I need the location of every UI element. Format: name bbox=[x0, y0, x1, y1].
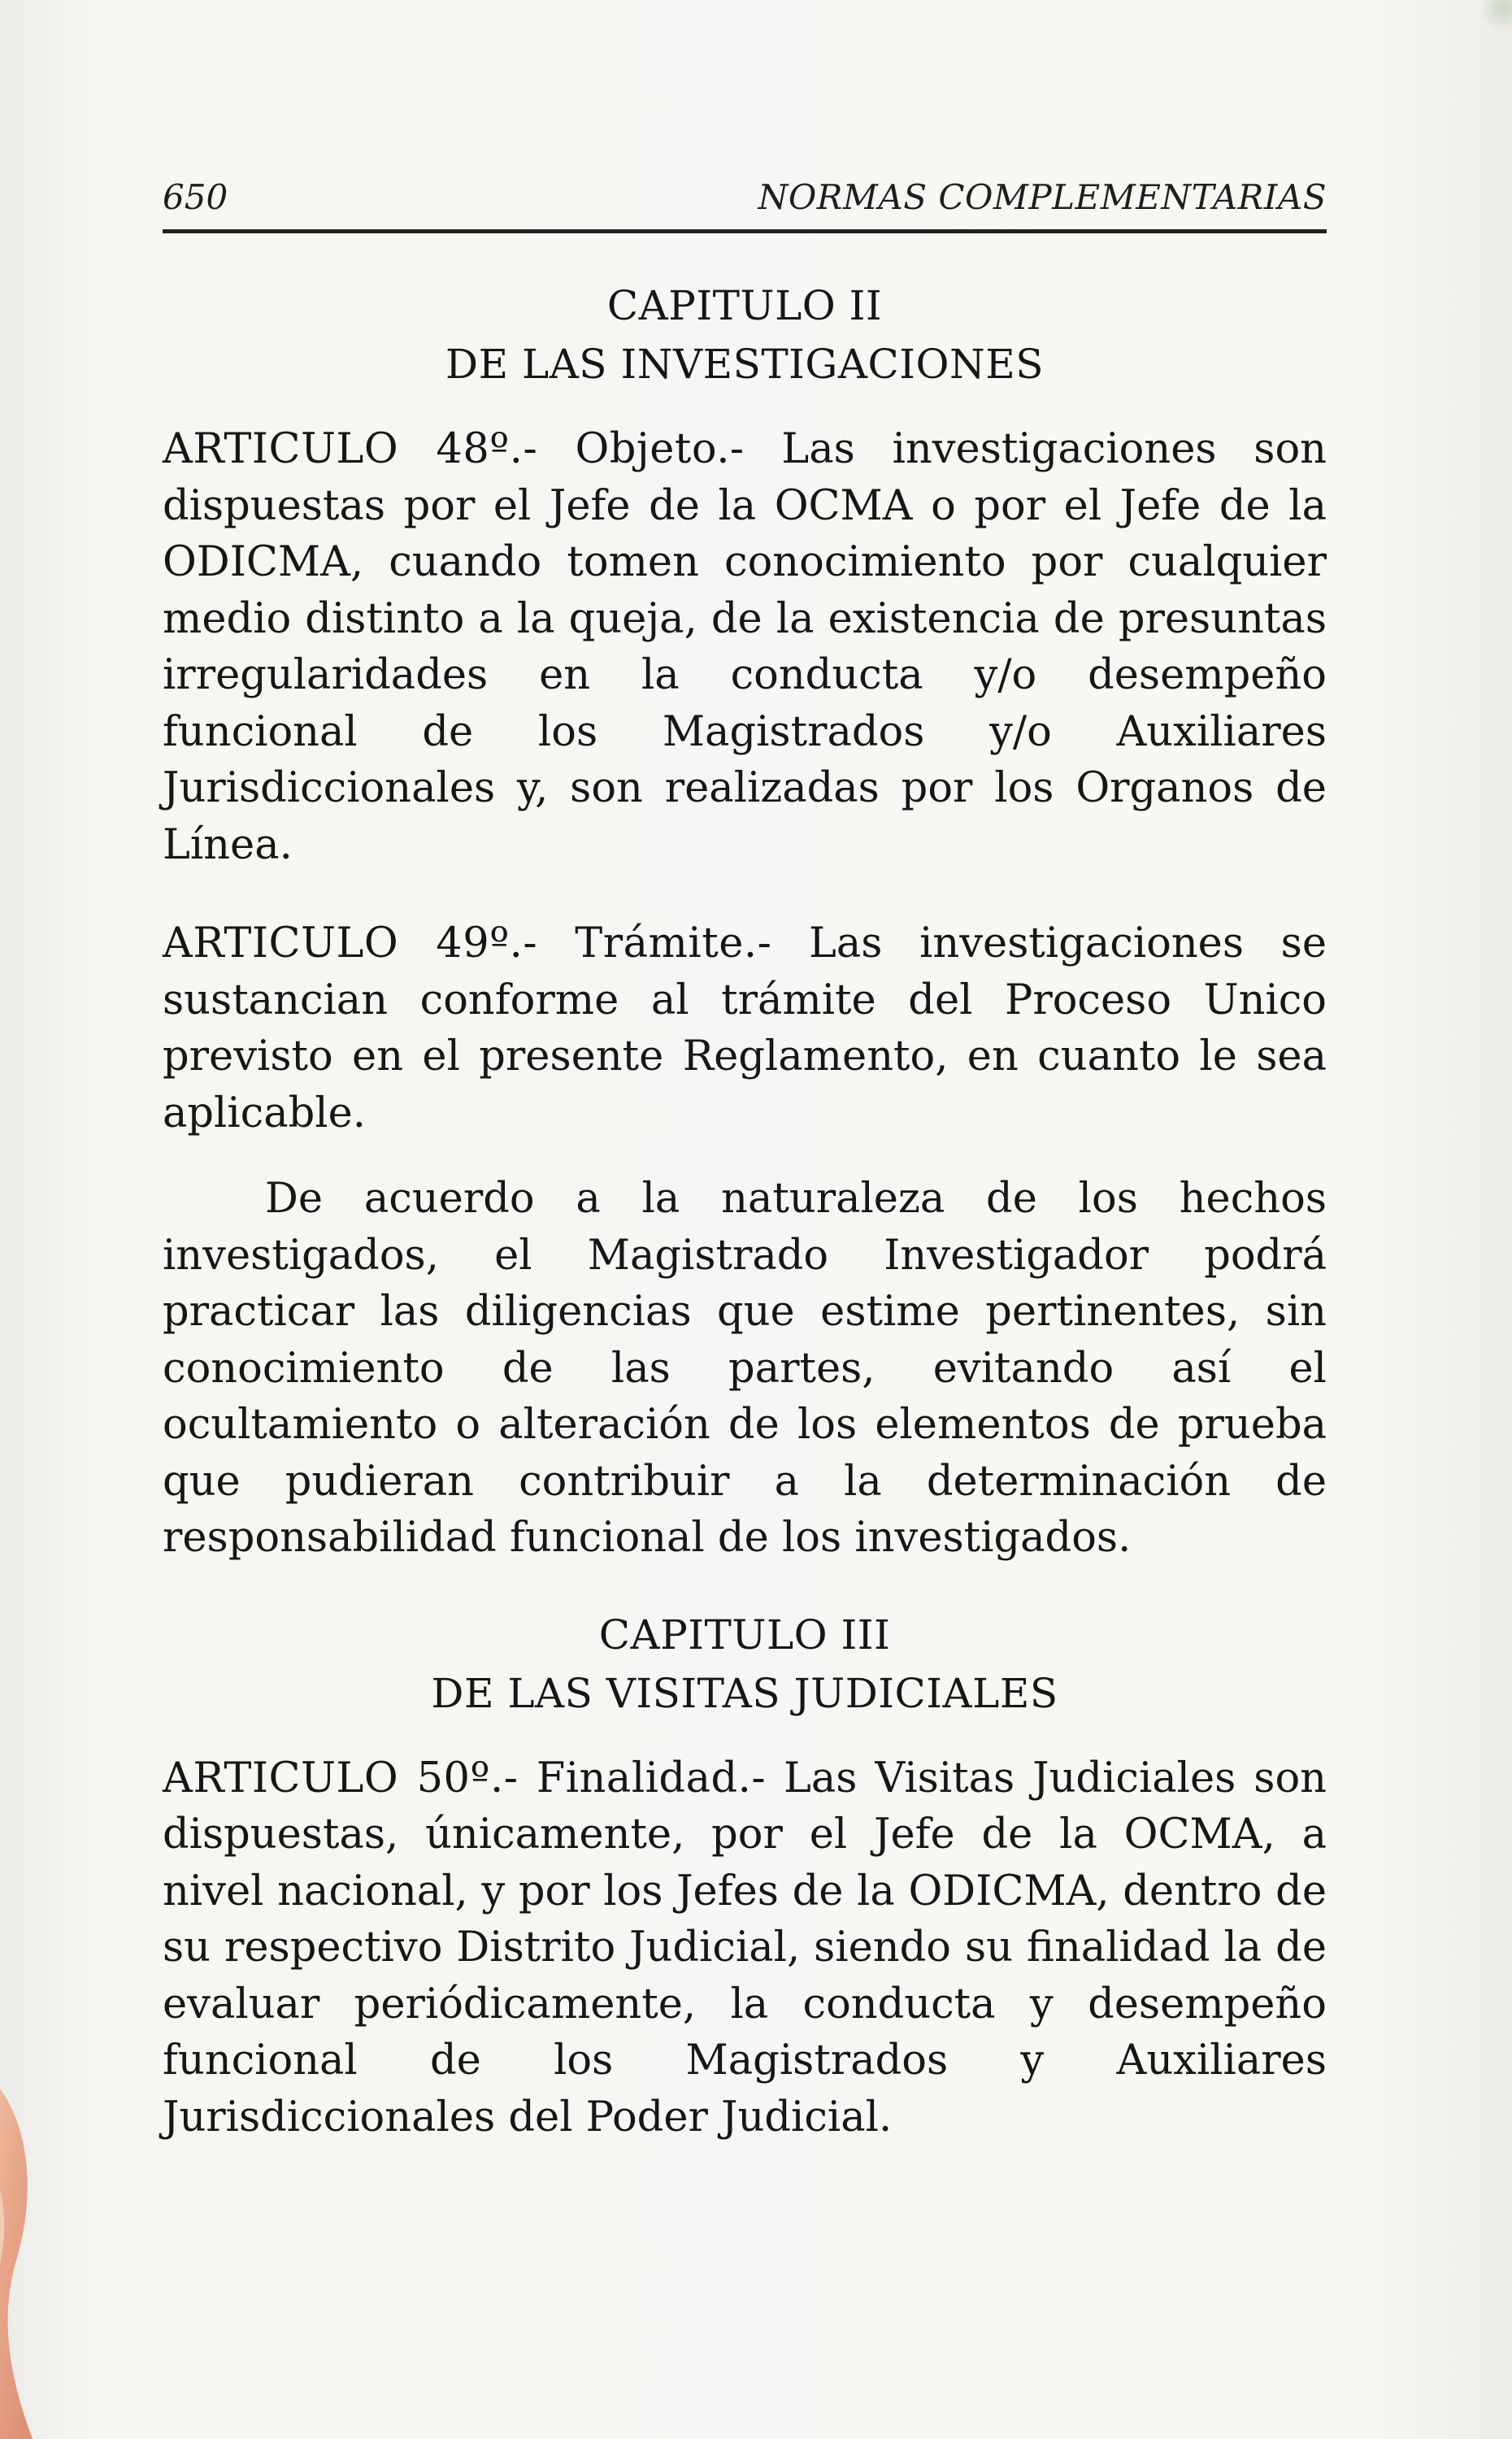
article-48-text: Las investigaciones son dispuestas por el Jefe de la OCMA o por el Jefe de la ODICMA, cuando tomen conocimiento por cualquier medio distinto a la queja, de la existencia de presuntas irregularidades en la conducta y/o desempeño funcional de los Magistrados y/o Auxiliares Jurisdiccionales y, son realizadas por los Organos de Línea. bbox=[163, 425, 1327, 869]
page-body bbox=[163, 276, 1327, 2146]
article-50-label: ARTICULO 50º.- Finalidad.- bbox=[163, 1754, 767, 1802]
chapter-3-subtitle: DE LAS VISITAS JUDICIALES bbox=[431, 1669, 1058, 1717]
chapter-2-title: CAPITULO II bbox=[606, 282, 883, 329]
article-50-text: Las Visitas Judiciales son dispuestas, únicamente, por el Jefe de la OCMA, a nivel nacional, y por los Jefes de la ODICMA, dentro de su respectivo Distrito Judicial, siendo su finalidad la de evaluar periódicamente, la conducta y desempeño funcional de los Magistrados y Auxiliares Jurisdiccionales del Poder Judicial. bbox=[163, 1754, 1327, 2141]
chapter-2-subtitle: DE LAS INVESTIGACIONES bbox=[445, 341, 1044, 388]
article-49-text: Las investigaciones se sustancian conforme al trámite del Proceso Unico previsto en el presente Reglamento, en cuanto le sea aplicable. bbox=[163, 920, 1327, 1137]
flower-petal-decoration bbox=[0, 2049, 49, 2439]
article-49 bbox=[163, 915, 1327, 1141]
article-48 bbox=[163, 421, 1327, 873]
chapter-3-title: CAPITULO III bbox=[598, 1611, 891, 1659]
page-header bbox=[163, 171, 1327, 228]
article-49-label: ARTICULO 49º.- Trámite.- bbox=[163, 920, 772, 967]
article-48-label: ARTICULO 48º.- Objeto.- bbox=[163, 425, 745, 473]
article-49-paragraph-2: De acuerdo a la naturaleza de los hechos investigados, el Magistrado Investigador podrá practicar las diligencias que estime pertinentes, sin conocimiento de las partes, evitando así el ocultamiento o alteración de los elementos de prueba que pudieran contribuir a la determinación de responsabilidad funcional de los investigados. bbox=[163, 1175, 1327, 1562]
page-number: 650 bbox=[163, 177, 228, 217]
running-title: NORMAS COMPLEMENTARIAS bbox=[758, 177, 1327, 217]
spacer bbox=[163, 1567, 1327, 1606]
page-edge-shadow bbox=[1479, 0, 1512, 33]
header-rule bbox=[163, 229, 1327, 233]
article-50 bbox=[163, 1750, 1327, 2146]
